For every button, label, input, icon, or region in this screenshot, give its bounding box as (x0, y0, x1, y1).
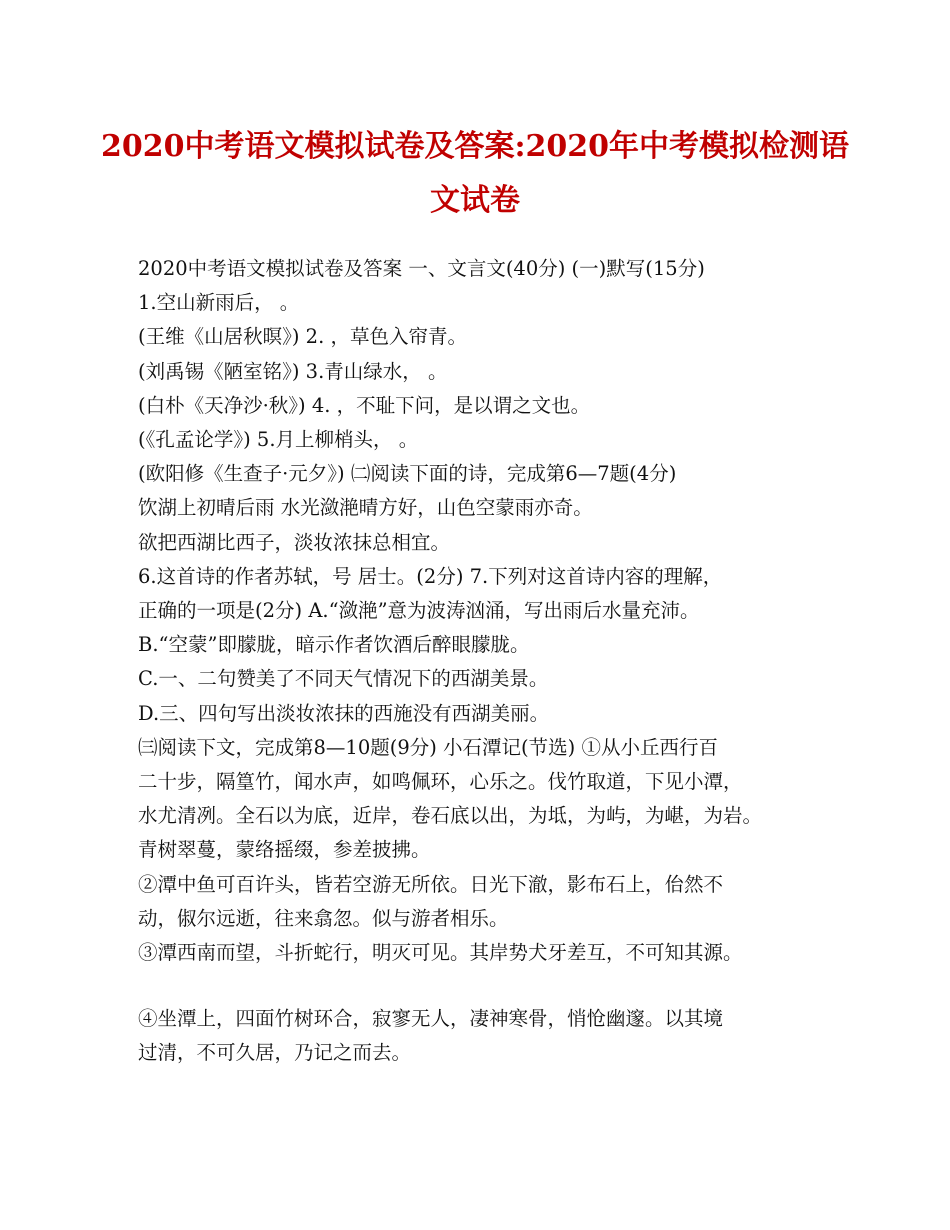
document-body (138, 252, 838, 1071)
text-line: 6.这首诗的作者苏轼，号 居士。(2分) 7.下列对这首诗内容的理解， (138, 564, 723, 588)
text-line: ㈢阅读下文，完成第8—10题(9分) 小石潭记(节选) ①从小丘西行百 (138, 735, 718, 759)
text-line: 过清，不可久居，乃记之而去。 (138, 1041, 412, 1065)
text-line: (王维《山居秋暝》) 2. ，草色入帘青。 (138, 325, 467, 349)
text-line: ②潭中鱼可百许头，皆若空游无所依。日光下澈，影布石上，佁然不 (138, 872, 724, 896)
text-line: 欲把西湖比西子，淡妆浓抹总相宜。 (138, 530, 451, 554)
text-line: B.“空蒙”即朦胧，暗示作者饮酒后醉眼朦胧。 (138, 633, 530, 657)
text-line: 1.空山新雨后， 。 (138, 291, 300, 315)
document-title: 2020中考语文模拟试卷及答案:2020年中考模拟检测语文试卷 (100, 129, 850, 218)
text-line: 2020中考语文模拟试卷及答案 一、文言文(40分) (一)默写(15分) (138, 257, 705, 280)
text-line: 动，俶尔远逝，往来翕忽。似与游者相乐。 (138, 906, 509, 930)
text-line: (刘禹锡《陋室铭》) 3.青山绿水， 。 (138, 359, 448, 383)
text-line: 青树翠蔓，蒙络摇缀，参差披拂。 (138, 838, 431, 862)
text-line: (白朴《天净沙·秋》) 4. ，不耻下问，是以谓之文也。 (138, 393, 591, 417)
text-line: ④坐潭上，四面竹树环合，寂寥无人，凄神寒骨，悄怆幽邃。以其境 (138, 1007, 724, 1031)
text-line: 饮湖上初晴后雨 水光潋滟晴方好，山色空蒙雨亦奇。 (138, 496, 593, 520)
paragraph-gap (138, 970, 838, 1002)
text-line: C.一、二句赞美了不同天气情况下的西湖美景。 (138, 667, 549, 691)
text-line: (《孔孟论学》) 5.月上柳梢头， 。 (138, 428, 419, 452)
text-line: 正确的一项是(2分) A.“潋滟”意为波涛汹涌，写出雨后水量充沛。 (138, 599, 700, 623)
text-line: 水尤清冽。全石以为底，近岸，卷石底以出，为坻，为屿，为嵁，为岩。 (138, 804, 763, 828)
text-line: (欧阳修《生查子·元夕》) ㈡阅读下面的诗，完成第6—7题(4分) (138, 462, 677, 486)
text-line: D.三、四句写出淡妆浓抹的西施没有西湖美丽。 (138, 701, 550, 725)
text-line: 二十步，隔篁竹，闻水声，如鸣佩环，心乐之。伐竹取道，下见小潭， (138, 770, 743, 794)
text-line: ③潭西南而望，斗折蛇行，明灭可见。其岸势犬牙差互，不可知其源。 (138, 941, 743, 965)
